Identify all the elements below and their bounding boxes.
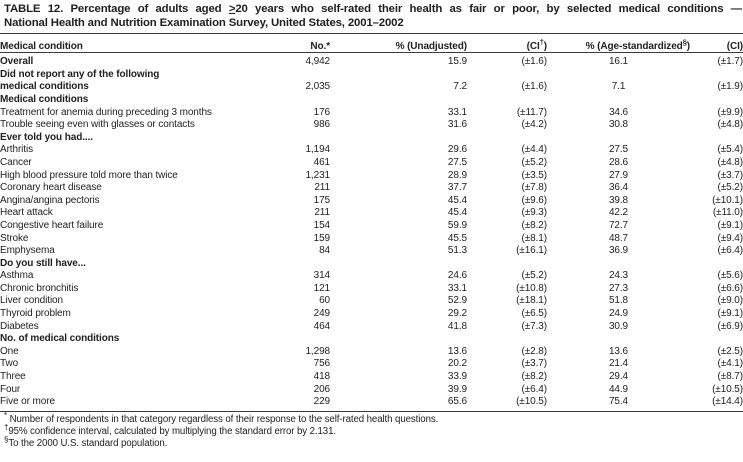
table-row bbox=[0, 396, 743, 409]
cell-ci2: (±5.4) bbox=[717, 144, 743, 156]
cell-ci: (±5.2) bbox=[521, 156, 547, 168]
cell-condition-label: Asthma bbox=[0, 270, 34, 282]
cell-condition-label: Thyroid problem bbox=[0, 308, 71, 320]
greater-equal-symbol: > bbox=[228, 3, 236, 15]
cell-pct-unadjusted: 52.9 bbox=[447, 295, 467, 307]
cell-pct-unadjusted: 13.6 bbox=[447, 345, 467, 357]
cell-ci2: (±9.0) bbox=[717, 295, 743, 307]
cell-no: 176 bbox=[313, 106, 330, 118]
cell-pct-age-standardized: 44.9 bbox=[608, 383, 629, 395]
cell-pct-age-standardized: 48.7 bbox=[608, 232, 629, 244]
table-row bbox=[0, 119, 743, 132]
cell-condition-label: Trouble seeing even with glasses or contacts bbox=[0, 119, 195, 131]
cell-pct-unadjusted: 20.2 bbox=[447, 358, 467, 370]
cell-ci: (±1.6) bbox=[521, 56, 547, 68]
cell-ci: (±8.2) bbox=[521, 371, 547, 383]
footnote-marker-superscript: § bbox=[682, 37, 687, 47]
table-row bbox=[0, 94, 743, 107]
cell-no bbox=[250, 94, 330, 107]
table-title-line1 bbox=[4, 3, 742, 17]
cell-ci2: (±6.9) bbox=[717, 320, 743, 332]
cell-condition-label: Liver condition bbox=[0, 295, 63, 307]
cell-no: 229 bbox=[313, 396, 330, 408]
cell-condition-label: Ever told you had.... bbox=[0, 131, 93, 143]
cell-ci2: (±10.5) bbox=[712, 383, 743, 395]
cell-ci: (±16.1) bbox=[516, 245, 547, 257]
cell-ci2: (±4.1) bbox=[717, 358, 743, 370]
cell-no: 84 bbox=[319, 245, 330, 257]
table-header-row bbox=[0, 34, 743, 53]
footnote-marker: * bbox=[4, 410, 8, 420]
table-row bbox=[0, 321, 743, 334]
cell-no: 60 bbox=[319, 295, 330, 307]
cell-pct-unadjusted: 45.4 bbox=[447, 207, 467, 219]
cell-condition-label: Treatment for anemia during preceding 3 months bbox=[0, 106, 212, 118]
cell-pct-age-standardized bbox=[547, 69, 690, 82]
column-header-ci2: (CI) bbox=[690, 34, 743, 53]
cell-pct-unadjusted: 45.4 bbox=[447, 194, 467, 206]
cell-ci2: (±10.1) bbox=[712, 194, 743, 206]
cell-pct-unadjusted: 59.9 bbox=[447, 219, 467, 231]
cell-condition-label: Congestive heart failure bbox=[0, 219, 104, 231]
cell-no: 314 bbox=[313, 270, 330, 282]
cell-pct-age-standardized: 39.8 bbox=[608, 194, 629, 206]
cell-condition-label: One bbox=[0, 345, 19, 357]
cell-pct-unadjusted bbox=[330, 69, 467, 82]
table-row bbox=[0, 107, 743, 120]
cell-ci2: (±4.8) bbox=[717, 156, 743, 168]
cell-condition-label: Four bbox=[0, 383, 21, 395]
cell-pct-unadjusted: 29.2 bbox=[447, 308, 467, 320]
cell-pct-unadjusted bbox=[330, 132, 467, 145]
cell-pct-age-standardized: 30.8 bbox=[608, 119, 629, 131]
cell-condition-label: Overall bbox=[0, 56, 34, 68]
cell-no: 1,231 bbox=[305, 169, 330, 181]
cell-condition-label: High blood pressure told more than twice bbox=[0, 169, 178, 181]
cell-no: 2,035 bbox=[305, 81, 330, 93]
cell-pct-age-standardized: 42.2 bbox=[608, 207, 629, 219]
cell-ci2: (±3.7) bbox=[717, 169, 743, 181]
cell-pct-age-standardized: 13.6 bbox=[608, 345, 629, 357]
table-row bbox=[0, 195, 743, 208]
cell-no: 159 bbox=[313, 232, 330, 244]
cell-pct-age-standardized bbox=[547, 132, 690, 145]
cell-pct-age-standardized: 7.1 bbox=[611, 81, 626, 93]
cell-pct-age-standardized: 27.5 bbox=[608, 144, 629, 156]
cell-pct-age-standardized: 30.9 bbox=[608, 320, 629, 332]
cell-ci2 bbox=[690, 94, 743, 107]
table-row bbox=[0, 283, 743, 296]
cell-condition-label: Stroke bbox=[0, 232, 29, 244]
cell-pct-age-standardized: 21.4 bbox=[608, 358, 629, 370]
cell-pct-unadjusted: 33.1 bbox=[447, 106, 467, 118]
cell-ci bbox=[467, 258, 547, 271]
table-row bbox=[0, 69, 743, 82]
cell-ci bbox=[467, 333, 547, 346]
cell-pct-unadjusted: 37.7 bbox=[447, 182, 467, 194]
cell-no: 464 bbox=[313, 320, 330, 332]
column-header-no: No.* bbox=[250, 34, 330, 53]
cell-ci2: (±5.2) bbox=[717, 182, 743, 194]
cell-ci2 bbox=[690, 69, 743, 82]
cell-no bbox=[250, 69, 330, 82]
cell-ci: (±6.4) bbox=[521, 383, 547, 395]
cell-ci: (±3.5) bbox=[521, 169, 547, 181]
cell-no: 1,194 bbox=[305, 144, 330, 156]
table-row bbox=[0, 295, 743, 308]
cell-no: 461 bbox=[313, 156, 330, 168]
table-title bbox=[0, 3, 743, 30]
cell-condition-label: Cancer bbox=[0, 156, 32, 168]
column-header-ci: (CI†) bbox=[467, 34, 547, 53]
cell-no: 206 bbox=[313, 383, 330, 395]
cell-no bbox=[250, 258, 330, 271]
cell-ci: (±7.3) bbox=[521, 320, 547, 332]
table-row bbox=[0, 308, 743, 321]
cell-ci2: (±14.4) bbox=[712, 396, 743, 408]
cell-condition-label: Do you still have... bbox=[0, 257, 86, 269]
table-row bbox=[0, 333, 743, 346]
cell-ci: (±2.8) bbox=[521, 345, 547, 357]
cell-condition-label: Coronary heart disease bbox=[0, 182, 102, 194]
cell-pct-unadjusted: 29.6 bbox=[447, 144, 467, 156]
cell-ci: (±11.7) bbox=[516, 106, 547, 118]
cell-no: 756 bbox=[313, 358, 330, 370]
cell-ci: (±8.2) bbox=[521, 219, 547, 231]
cell-pct-age-standardized bbox=[547, 333, 690, 346]
cell-pct-age-standardized: 29.4 bbox=[608, 371, 629, 383]
table-row bbox=[0, 371, 743, 384]
cell-ci2: (±11.0) bbox=[712, 207, 743, 219]
cell-pct-unadjusted: 65.6 bbox=[447, 396, 467, 408]
cell-ci: (±1.6) bbox=[521, 81, 547, 93]
cell-ci: (±10.8) bbox=[516, 282, 547, 294]
cell-ci2: (±8.7) bbox=[717, 371, 743, 383]
cell-no: 986 bbox=[313, 119, 330, 131]
cell-pct-unadjusted: 39.9 bbox=[447, 383, 467, 395]
table-row bbox=[0, 207, 743, 220]
cell-condition-label: Angina/angina pectoris bbox=[0, 194, 100, 206]
table-row bbox=[0, 220, 743, 233]
cell-ci: (±9.3) bbox=[521, 207, 547, 219]
table-row bbox=[0, 258, 743, 271]
cell-pct-age-standardized: 16.1 bbox=[608, 56, 629, 68]
cell-pct-age-standardized: 34.6 bbox=[608, 106, 629, 118]
footnote-marker: † bbox=[4, 422, 9, 432]
cell-ci2: (±5.6) bbox=[717, 270, 743, 282]
table-row bbox=[0, 157, 743, 170]
cell-condition-label: Five or more bbox=[0, 396, 55, 408]
cell-no: 175 bbox=[313, 194, 330, 206]
table-row bbox=[0, 170, 743, 183]
cell-pct-age-standardized bbox=[547, 94, 690, 107]
cell-condition-label: No. of medical conditions bbox=[0, 333, 120, 345]
cell-pct-age-standardized: 24.3 bbox=[608, 270, 629, 282]
cell-pct-unadjusted: 33.9 bbox=[447, 371, 467, 383]
footnotes bbox=[0, 411, 743, 450]
cell-pct-age-standardized: 27.3 bbox=[608, 282, 629, 294]
cell-pct-unadjusted: 27.5 bbox=[447, 156, 467, 168]
cell-ci: (±5.2) bbox=[521, 270, 547, 282]
column-header-pct-age-standardized: % (Age-standardized§) bbox=[547, 34, 690, 53]
title-text-pre: TABLE 12. Percentage of adults aged bbox=[4, 3, 229, 15]
footnote-marker: § bbox=[4, 434, 9, 444]
table-row bbox=[0, 132, 743, 145]
cell-condition-label: Medical conditions bbox=[0, 93, 89, 105]
cell-ci2: (±6.6) bbox=[717, 282, 743, 294]
cell-ci2 bbox=[690, 258, 743, 271]
cell-pct-unadjusted: 45.5 bbox=[447, 232, 467, 244]
cell-no bbox=[250, 132, 330, 145]
cell-pct-unadjusted: 31.6 bbox=[447, 119, 467, 131]
cell-ci: (±8.1) bbox=[521, 232, 547, 244]
cell-no: 211 bbox=[314, 207, 330, 219]
cell-ci: (±9.6) bbox=[521, 194, 547, 206]
cell-pct-unadjusted bbox=[330, 258, 467, 271]
cell-condition-label: Two bbox=[0, 358, 19, 370]
cell-ci: (±7.8) bbox=[521, 182, 547, 194]
cell-ci: (±6.5) bbox=[521, 308, 547, 320]
cell-ci: (±18.1) bbox=[516, 295, 547, 307]
cell-ci: (±4.4) bbox=[521, 144, 547, 156]
cell-pct-age-standardized: 28.6 bbox=[608, 156, 629, 168]
table-row bbox=[0, 53, 743, 69]
cell-ci2: (±1.7) bbox=[717, 56, 743, 68]
cell-pct-age-standardized: 24.9 bbox=[608, 308, 629, 320]
cell-pct-age-standardized: 51.8 bbox=[608, 295, 629, 307]
cell-ci bbox=[467, 69, 547, 82]
table-row bbox=[0, 233, 743, 246]
cell-ci bbox=[467, 94, 547, 107]
cell-pct-age-standardized: 36.4 bbox=[608, 182, 629, 194]
cell-no: 418 bbox=[313, 371, 330, 383]
cell-ci2: (±9.1) bbox=[717, 219, 743, 231]
cell-pct-unadjusted: 7.2 bbox=[453, 81, 467, 93]
cell-pct-unadjusted: 24.6 bbox=[447, 270, 467, 282]
table-row bbox=[0, 384, 743, 397]
cell-pct-unadjusted: 15.9 bbox=[447, 56, 467, 68]
cell-no: 4,942 bbox=[305, 56, 330, 68]
cell-pct-unadjusted: 33.1 bbox=[447, 282, 467, 294]
column-header-medical-condition: Medical condition bbox=[0, 34, 250, 53]
cell-condition-label: Did not report any of the following bbox=[0, 68, 160, 80]
cell-pct-age-standardized bbox=[547, 258, 690, 271]
footnote-line: §To the 2000 U.S. standard population. bbox=[4, 434, 168, 449]
cell-condition-label: Heart attack bbox=[0, 207, 53, 219]
cell-pct-unadjusted: 28.9 bbox=[447, 169, 467, 181]
cell-pct-unadjusted: 41.8 bbox=[447, 320, 467, 332]
cell-condition-label: Chronic bronchitis bbox=[0, 282, 79, 294]
cell-ci2: (±4.8) bbox=[717, 119, 743, 131]
cell-pct-age-standardized: 27.9 bbox=[608, 169, 629, 181]
cell-condition-label: medical conditions bbox=[0, 81, 89, 93]
cell-pct-unadjusted: 51.3 bbox=[447, 245, 467, 257]
cell-ci2: (±9.1) bbox=[717, 308, 743, 320]
table-row bbox=[0, 270, 743, 283]
cell-ci2 bbox=[690, 132, 743, 145]
cell-ci2: (±9.9) bbox=[717, 106, 743, 118]
cell-condition-label: Emphysema bbox=[0, 245, 55, 257]
table-body bbox=[0, 53, 743, 409]
cell-condition-label: Three bbox=[0, 371, 26, 383]
table-row bbox=[0, 144, 743, 157]
cell-ci2 bbox=[690, 333, 743, 346]
cell-no: 211 bbox=[314, 182, 330, 194]
table-row bbox=[0, 81, 743, 94]
table-title-line2: National Health and Nutrition Examination Survey, United States, 2001–2002 bbox=[4, 16, 404, 29]
cell-ci2: (±6.4) bbox=[717, 245, 743, 257]
cell-pct-age-standardized: 75.4 bbox=[608, 396, 629, 408]
stats-table bbox=[0, 34, 743, 409]
cell-ci: (±4.2) bbox=[521, 119, 547, 131]
cell-ci2: (±2.5) bbox=[717, 345, 743, 357]
footnote-marker-superscript: † bbox=[539, 37, 544, 47]
cell-ci2: (±1.9) bbox=[717, 81, 743, 93]
cell-no: 154 bbox=[313, 219, 330, 231]
cell-ci bbox=[467, 132, 547, 145]
cell-no bbox=[250, 333, 330, 346]
cell-condition-label: Diabetes bbox=[0, 320, 39, 332]
title-text-post: 20 years who self-rated their health as fair or poor, by selected medical conditions — bbox=[235, 3, 742, 15]
table-row bbox=[0, 358, 743, 371]
footnote-line: †95% confidence interval, calculated by multiplying the standard error by 2.131. bbox=[4, 422, 336, 437]
cell-ci: (±3.7) bbox=[521, 358, 547, 370]
table-row bbox=[0, 245, 743, 258]
cell-pct-age-standardized: 72.7 bbox=[608, 219, 629, 231]
table-row bbox=[0, 346, 743, 359]
table-row bbox=[0, 182, 743, 195]
cell-no: 121 bbox=[313, 282, 330, 294]
cell-no: 249 bbox=[313, 308, 330, 320]
table-header bbox=[0, 34, 743, 53]
cell-pct-age-standardized: 36.9 bbox=[608, 245, 629, 257]
cell-pct-unadjusted bbox=[330, 333, 467, 346]
cell-no: 1,298 bbox=[305, 345, 330, 357]
cell-pct-unadjusted bbox=[330, 94, 467, 107]
cell-ci: (±10.5) bbox=[516, 396, 547, 408]
column-header-pct-unadjusted: % (Unadjusted) bbox=[330, 34, 467, 53]
cell-condition-label: Arthritis bbox=[0, 144, 33, 156]
footnote-line: * Number of respondents in that category regardless of their response to the self-rated health questions. bbox=[4, 410, 439, 425]
cell-ci2: (±9.4) bbox=[717, 232, 743, 244]
